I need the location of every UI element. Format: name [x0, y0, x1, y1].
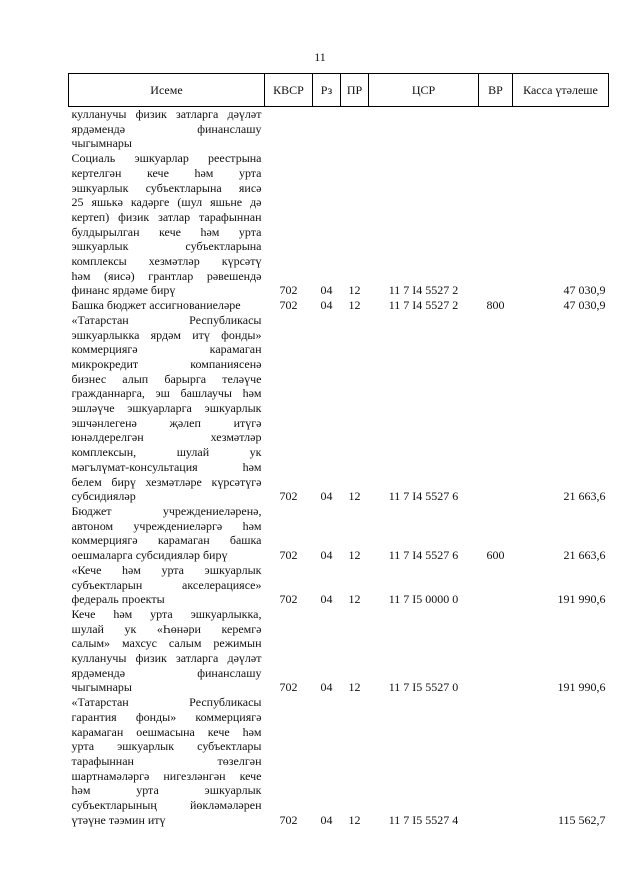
row-name-line: урта эшкуарлык субъектлары	[71, 739, 262, 754]
row-kassa: 47 030,9	[563, 298, 606, 313]
row-name-line: ярдәмендә финанслашу	[71, 121, 262, 136]
row-vr	[479, 107, 513, 152]
row-kassa	[513, 107, 609, 152]
table-row	[69, 313, 609, 504]
row-rz: 04	[320, 283, 333, 298]
row-name-line: комплексы хезмәтләр күрсәтү	[71, 254, 262, 269]
row-vr: 600	[486, 548, 505, 563]
row-name-line: «Кече һәм урта эшкуарлык	[71, 562, 262, 577]
row-vr	[479, 695, 513, 827]
row-rz: 04	[320, 298, 333, 313]
row-csr: 11 7 I5 5527 0	[388, 680, 459, 695]
row-name	[69, 298, 265, 313]
row-kassa: 21 663,6	[563, 489, 606, 504]
row-kvsr: 702	[279, 489, 298, 504]
row-vr	[479, 607, 513, 695]
row-rz: 04	[320, 680, 333, 695]
budget-table	[68, 73, 609, 827]
row-kvsr: 702	[279, 680, 298, 695]
row-name-line: шулай ук «Һөнәри керемгә	[71, 621, 262, 636]
row-csr: 11 7 I4 5527 6	[388, 548, 459, 563]
row-name-line: кулланучы физик затларга дәүләт	[71, 107, 262, 121]
row-name-line: чыгымнары	[71, 680, 132, 695]
row-name-line: гражданнарга, эш башлаучы һәм	[71, 386, 262, 401]
table-row	[69, 151, 609, 298]
row-name-line: эшкуарлык субъектларына яисә	[71, 180, 262, 195]
row-name-line: эшкуарлыкка ярдәм итү фонды»	[71, 327, 262, 342]
header-kvsr: КВСР	[265, 74, 313, 107]
row-name-line: мәгълүмат-консультация һәм	[71, 459, 262, 474]
row-kvsr: 702	[279, 298, 298, 313]
row-name-line: субсидияләр	[71, 489, 136, 504]
row-csr: 11 7 I4 5527 2	[388, 298, 459, 313]
row-name	[69, 563, 265, 607]
table-row	[69, 695, 609, 827]
header-vr: ВР	[479, 74, 513, 107]
row-name-line: булдырылган кече һәм урта	[71, 224, 262, 239]
row-vr: 800	[486, 298, 505, 313]
table-row	[69, 607, 609, 695]
row-rz: 04	[320, 812, 333, 827]
row-pr: 12	[348, 548, 361, 563]
row-kvsr: 702	[279, 812, 298, 827]
row-name-line: тарафыннан төзелгән	[71, 753, 262, 768]
row-name-line: оешмаларга субсидияләр бирү	[71, 548, 228, 563]
row-name-line: һәм (яисә) грантлар рәвешендә	[71, 268, 262, 283]
header-csr: ЦСР	[369, 74, 479, 107]
row-csr: 11 7 I5 5527 4	[388, 812, 459, 827]
row-name-line: эшчәнлегенә җәлеп итүгә	[71, 415, 262, 430]
row-kassa: 21 663,6	[563, 548, 606, 563]
row-pr: 12	[348, 812, 361, 827]
row-name	[69, 151, 265, 298]
row-kvsr	[265, 107, 313, 152]
row-name-line: салым» махсус салым режимын	[71, 636, 262, 651]
header-pr: ПР	[341, 74, 369, 107]
header-name: Исеме	[69, 74, 265, 107]
row-name-line: автоном учреждениеләргә һәм	[71, 518, 262, 533]
row-name	[69, 313, 265, 504]
row-pr: 12	[348, 680, 361, 695]
row-kassa: 191 990,6	[557, 592, 606, 607]
row-csr: 11 7 I4 5527 2	[388, 283, 459, 298]
row-name-line: кертелгән кече һәм урта	[71, 165, 262, 180]
row-name-line: коммерциягә карамаган	[71, 342, 262, 357]
table-row	[69, 298, 609, 313]
row-name-line: комплексын, шулай ук	[71, 445, 262, 460]
row-vr	[479, 313, 513, 504]
row-name-line: Башка бюджет ассигнованиеләре	[71, 298, 241, 313]
row-name-line: федераль проекты	[71, 592, 165, 607]
row-kvsr: 702	[279, 548, 298, 563]
row-name-line: бизнес алып барырга теләүче	[71, 371, 262, 386]
row-name-line: финанс ярдәме бирү	[71, 283, 176, 298]
row-name-line: субъектларын акселерациясе»	[71, 577, 262, 592]
row-pr: 12	[348, 298, 361, 313]
row-name-line: коммерциягә карамаган башка	[71, 533, 262, 548]
row-kassa: 47 030,9	[563, 283, 606, 298]
row-name-line: гарантия фонды» коммерциягә	[71, 709, 262, 724]
row-kvsr: 702	[279, 283, 298, 298]
table-row	[69, 504, 609, 563]
row-rz: 04	[320, 592, 333, 607]
row-name-line: микрокредит компаниясенә	[71, 356, 262, 371]
row-name-line: чыгымнары	[71, 136, 132, 151]
row-pr: 12	[348, 592, 361, 607]
row-name-line: кулланучы физик затларга дәүләт	[71, 651, 262, 666]
row-csr: 11 7 I4 5527 6	[388, 489, 459, 504]
row-name-line: эшләүче эшкуарларга эшкуарлык	[71, 401, 262, 416]
row-vr	[479, 563, 513, 607]
row-name-line: юнәлдерелгән хезмәтләр	[71, 430, 262, 445]
row-name	[69, 607, 265, 695]
row-name	[69, 695, 265, 827]
row-name-line: Кече һәм урта эшкуарлыкка,	[71, 606, 262, 621]
row-name-line: ярдәмендә финанслашу	[71, 665, 262, 680]
row-name-line: «Татарстан Республикасы	[71, 695, 262, 710]
row-name-line: субъектларының йөкләмәләрен	[71, 798, 262, 813]
row-name	[69, 504, 265, 563]
row-rz	[313, 107, 341, 152]
row-name-line: карамаган оешмасына кече һәм	[71, 724, 262, 739]
row-name-line: кертеп) физик затлар тарафыннан	[71, 209, 262, 224]
row-name-line: һәм урта эшкуарлык	[71, 783, 262, 798]
row-rz: 04	[320, 489, 333, 504]
row-name-line: «Татарстан Республикасы	[71, 312, 262, 327]
row-name-line: үтәүне тәэмин итү	[71, 812, 166, 827]
row-vr	[479, 151, 513, 298]
row-pr: 12	[348, 489, 361, 504]
row-csr: 11 7 I5 0000 0	[388, 592, 459, 607]
table-row	[69, 563, 609, 607]
row-name	[69, 107, 265, 152]
header-rz: Рз	[313, 74, 341, 107]
row-rz: 04	[320, 548, 333, 563]
table-header-row	[69, 74, 609, 107]
page-number: 11	[314, 50, 326, 64]
row-name-line: Социаль эшкуарлар реестрына	[71, 151, 262, 166]
row-name-line: Бюджет учреждениеләренә,	[71, 503, 262, 518]
row-kassa: 115 562,7	[557, 812, 606, 827]
row-name-line: эшкуарлык субъектларына	[71, 239, 262, 254]
row-kvsr: 702	[279, 592, 298, 607]
row-name-line: шартнамәләргә нигезләнгән кече	[71, 768, 262, 783]
header-kassa: Касса үтәлеше	[513, 74, 609, 107]
row-kassa: 191 990,6	[557, 680, 606, 695]
row-name-line: белем бирү хезмәтләре күрсәтүгә	[71, 474, 262, 489]
row-name-line: 25 яшькә кадәрге (шул яшьне дә	[71, 195, 262, 210]
row-csr	[369, 107, 479, 152]
table-row	[69, 107, 609, 152]
row-pr: 12	[348, 283, 361, 298]
row-pr	[341, 107, 369, 152]
